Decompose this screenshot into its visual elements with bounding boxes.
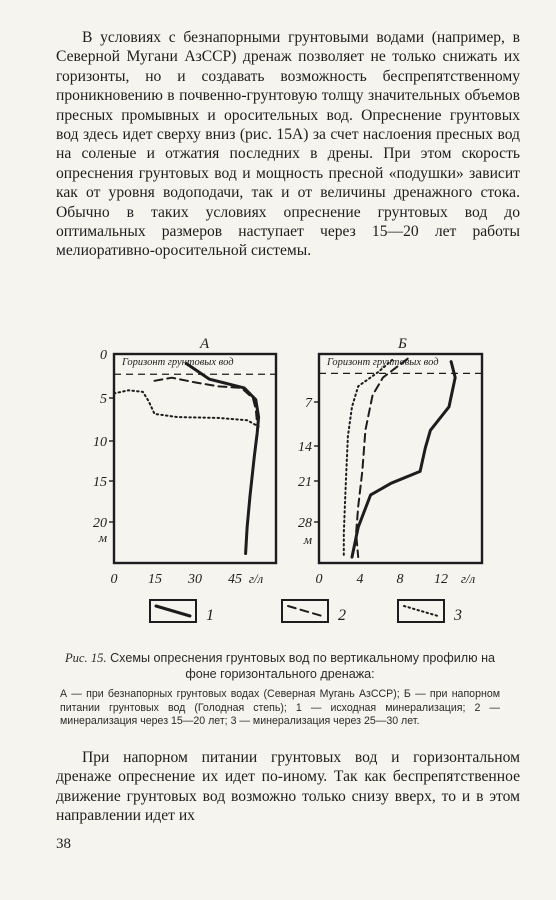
x-tick-label: 12	[434, 572, 448, 587]
y-tick-label: 7	[305, 396, 312, 411]
x-tick-label: 8	[396, 572, 404, 587]
series-3-line	[114, 390, 259, 426]
figure-legend	[150, 600, 462, 624]
legend-swatch-solid	[156, 606, 190, 616]
figure-caption-title	[60, 650, 500, 682]
y-unit-label: м	[303, 532, 312, 547]
series-1-line	[186, 364, 258, 554]
panel-label: А	[200, 336, 210, 352]
legend-swatch-dashed	[288, 606, 322, 616]
x-tick-label: 30	[188, 572, 202, 587]
y-tick-label: 10	[93, 435, 107, 450]
legend-swatch-dotted	[404, 606, 438, 616]
series-1-line	[352, 362, 455, 557]
x-tick-label: 0	[110, 572, 118, 587]
legend-label: 1	[206, 607, 214, 624]
x-tick-label: 15	[148, 572, 162, 587]
groundwater-horizon-label: Горизонт грунтовых вод	[122, 357, 234, 368]
legend-label: 3	[454, 607, 462, 624]
y-tick-label: 15	[93, 475, 107, 490]
paragraph-2: При напорном питании грунтовых вод и горизонтальном дренаже опреснение их идет по-иному. Так как беспрепятственное движение грунтовых вод возможно только снизу вверх, то и в этом направлении идет их	[56, 749, 520, 825]
legend-label: 2	[338, 607, 346, 624]
y-tick-label: 0	[100, 348, 107, 363]
groundwater-horizon-label: Горизонт грунтовых вод	[327, 357, 439, 368]
panel-frame	[114, 354, 276, 563]
x-unit-label: г/л	[460, 571, 476, 586]
panel-b	[298, 336, 482, 587]
series-2-line	[356, 359, 408, 557]
y-tick-label: 5	[100, 392, 107, 407]
figure-15-groundwater-diagram	[0, 318, 556, 648]
y-unit-label: м	[98, 530, 107, 545]
page-number: 38	[56, 836, 71, 852]
y-tick-label: 21	[298, 475, 312, 490]
x-tick-label: 4	[356, 572, 364, 587]
y-tick-label: 28	[298, 516, 312, 531]
series-3-line	[344, 360, 392, 557]
legend-swatch-box	[398, 600, 444, 622]
y-tick-label: 20	[93, 516, 107, 531]
panel-label: Б	[398, 336, 407, 352]
figure-caption-text: Схемы опреснения грунтовых вод по вертикальному профилю на фоне горизонтального дренажа:	[110, 651, 496, 681]
x-tick-label: 45	[228, 572, 242, 587]
x-tick-label: 0	[315, 572, 323, 587]
paragraph-1: В условиях с безнапорными грунтовыми водами (например, в Северной Мугани АзССР) дренаж позволяет не только снижать их горизонты, но и создавать возможность беспрепятственному проникновению в почвенно-грунтовую толщу значительных объемов пресных промывных и оросительных вод. Опреснение грунтовых вод здесь идет сверху вниз (рис. 15А) за счет наслоения пресных вод на соленые и отжатия последних в дрены. При этом скорость опреснения грунтовых вод и мощность пресной «подушки» зависит как от уровня водоподачи, так и от величины дренажного стока. Обычно в таких условиях опреснение грунтовых вод до оптимальных размеров наступает через 15—20 лет работы мелиоративно-оросительной системы.	[56, 29, 520, 260]
figure-caption-body: А — при безнапорных грунтовых водах (Северная Мугань АзССР); Б — при напорном питании грунтовых вод (Голодная степь); 1 — исходная минерализация; 2 — минерализация через 15—20 лет; 3 — минерализация через 25—30 лет.	[60, 688, 500, 728]
x-unit-label: г/л	[248, 571, 264, 586]
figure-number: Рис. 15.	[64, 651, 107, 665]
y-tick-label: 14	[298, 440, 312, 455]
panel-a	[93, 336, 276, 587]
